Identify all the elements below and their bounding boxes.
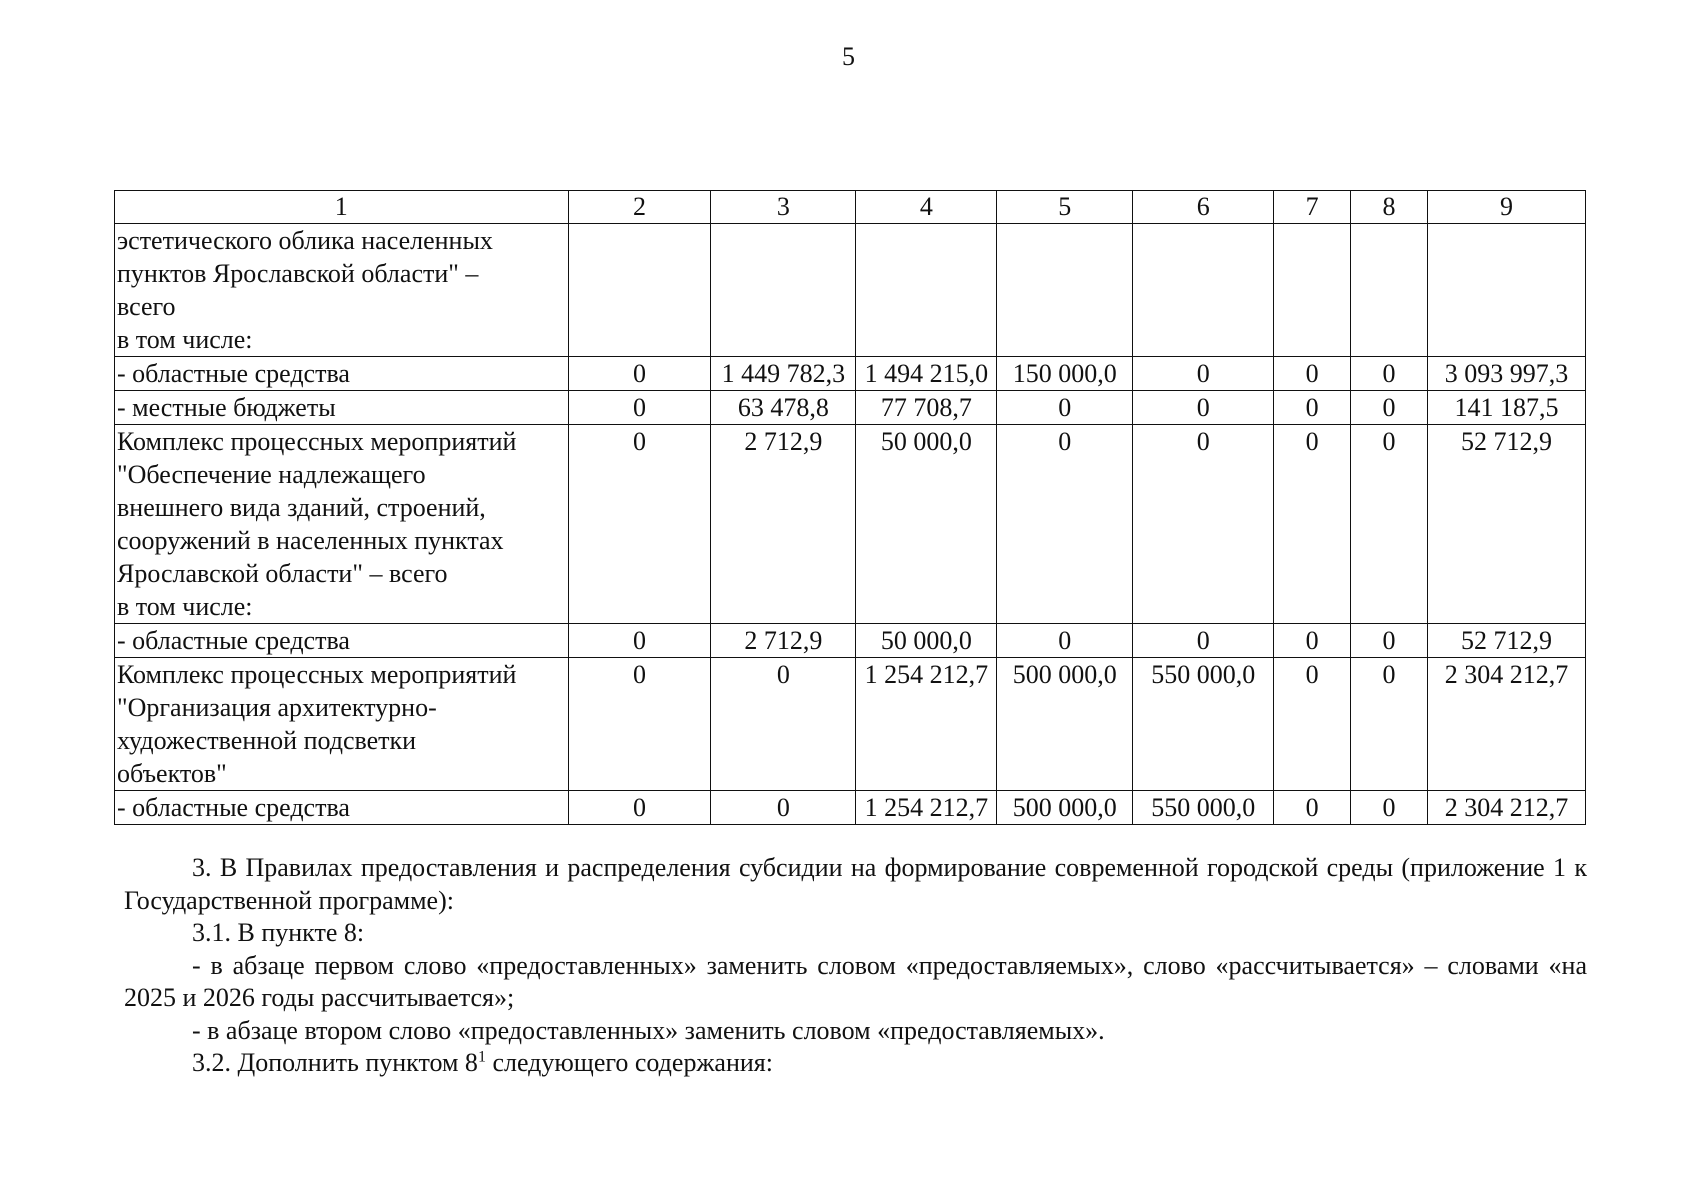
value-cell: 0	[1274, 425, 1351, 624]
superscript-index: 1	[477, 1048, 486, 1066]
row-name-line: Ярославской области" – всего	[117, 559, 448, 588]
value-cell: 0	[711, 658, 856, 791]
value-cell: 0	[1133, 425, 1274, 624]
row-name-line: - областные средства	[117, 359, 350, 388]
value-cell: 0	[568, 425, 711, 624]
column-header: 6	[1133, 191, 1274, 224]
value-cell: 0	[568, 624, 711, 658]
value-cell: 2 304 212,7	[1428, 658, 1586, 791]
value-cell	[997, 224, 1133, 357]
column-header: 7	[1274, 191, 1351, 224]
value-cell: 1 254 212,7	[856, 791, 997, 825]
table-row	[115, 791, 1586, 825]
row-name-line: - областные средства	[117, 626, 350, 655]
row-name-line: объектов"	[117, 759, 227, 788]
table-header-row	[115, 191, 1586, 224]
value-cell	[1133, 224, 1274, 357]
column-header: 4	[856, 191, 997, 224]
column-header: 2	[568, 191, 711, 224]
row-name-cell	[115, 391, 569, 425]
value-cell: 0	[1351, 357, 1428, 391]
column-header: 5	[997, 191, 1133, 224]
value-cell: 0	[1133, 391, 1274, 425]
paragraph-3-2	[124, 1047, 1587, 1080]
table-row	[115, 425, 1586, 624]
row-name-cell	[115, 791, 569, 825]
value-cell: 0	[568, 658, 711, 791]
value-cell: 0	[1351, 624, 1428, 658]
value-cell: 0	[997, 391, 1133, 425]
row-name-line: - местные бюджеты	[117, 393, 336, 422]
value-cell: 63 478,8	[711, 391, 856, 425]
row-name-line: Комплекс процессных мероприятий	[117, 427, 517, 456]
value-cell: 0	[1274, 658, 1351, 791]
column-header: 9	[1428, 191, 1586, 224]
row-name-cell	[115, 425, 569, 624]
value-cell: 0	[1351, 425, 1428, 624]
paragraph-3-1-abz1: - в абзаце первом слово «предоставленных» заменить словом «предоставляемых», слово «рассчитывается» – словами «на 2025 и 2026 годы рассчитывается»;	[124, 950, 1587, 1012]
value-cell: 50 000,0	[856, 425, 997, 624]
value-cell: 52 712,9	[1428, 425, 1586, 624]
body-text	[124, 852, 1587, 1080]
value-cell: 500 000,0	[997, 658, 1133, 791]
table-row	[115, 357, 1586, 391]
paragraph-3-2-text-end: следующего содержания:	[485, 1048, 773, 1077]
value-cell: 77 708,7	[856, 391, 997, 425]
row-name-line: сооружений в населенных пунктах	[117, 526, 504, 555]
row-name-line: "Обеспечение надлежащего	[117, 460, 426, 489]
value-cell: 0	[1351, 791, 1428, 825]
value-cell: 1 254 212,7	[856, 658, 997, 791]
value-cell: 0	[568, 391, 711, 425]
value-cell	[711, 224, 856, 357]
row-name-line: в том числе:	[117, 325, 253, 354]
row-name-line: внешнего вида зданий, строений,	[117, 493, 486, 522]
value-cell: 150 000,0	[997, 357, 1133, 391]
column-header: 3	[711, 191, 856, 224]
value-cell: 0	[1351, 658, 1428, 791]
value-cell: 0	[568, 791, 711, 825]
table-row	[115, 391, 1586, 425]
page-number: 5	[842, 42, 855, 71]
row-name-line: художественной подсветки	[117, 726, 417, 755]
value-cell	[568, 224, 711, 357]
value-cell: 0	[1274, 391, 1351, 425]
row-name-line: пунктов Ярославской области" –	[117, 259, 479, 288]
value-cell: 0	[1133, 624, 1274, 658]
value-cell: 141 187,5	[1428, 391, 1586, 425]
row-name-line: эстетического облика населенных	[117, 226, 493, 255]
value-cell: 0	[568, 357, 711, 391]
paragraph-3: 3. В Правилах предоставления и распределения субсидии на формирование современной городской среды (приложение 1 к Государственной программе):	[124, 853, 1587, 915]
value-cell: 0	[1351, 391, 1428, 425]
value-cell: 1 494 215,0	[856, 357, 997, 391]
value-cell	[1428, 224, 1586, 357]
value-cell: 550 000,0	[1133, 658, 1274, 791]
budget-table	[114, 190, 1586, 825]
value-cell: 0	[997, 425, 1133, 624]
table-row	[115, 624, 1586, 658]
row-name-cell	[115, 658, 569, 791]
value-cell: 500 000,0	[997, 791, 1133, 825]
value-cell: 0	[1133, 357, 1274, 391]
row-name-line: - областные средства	[117, 793, 350, 822]
table-row	[115, 224, 1586, 357]
value-cell	[1274, 224, 1351, 357]
value-cell: 52 712,9	[1428, 624, 1586, 658]
row-name-line: Комплекс процессных мероприятий	[117, 660, 517, 689]
row-name-cell	[115, 624, 569, 658]
value-cell	[856, 224, 997, 357]
value-cell: 2 304 212,7	[1428, 791, 1586, 825]
column-header: 8	[1351, 191, 1428, 224]
value-cell: 550 000,0	[1133, 791, 1274, 825]
column-header: 1	[115, 191, 569, 224]
row-name-cell	[115, 357, 569, 391]
value-cell: 1 449 782,3	[711, 357, 856, 391]
row-name-cell	[115, 224, 569, 357]
value-cell: 50 000,0	[856, 624, 997, 658]
paragraph-3-1-abz2: - в абзаце втором слово «предоставленных» заменить словом «предоставляемых».	[192, 1015, 1105, 1045]
paragraph-3-2-text: 3.2. Дополнить пунктом 8	[192, 1048, 478, 1077]
value-cell: 0	[997, 624, 1133, 658]
value-cell: 2 712,9	[711, 624, 856, 658]
paragraph-3-1: 3.1. В пункте 8:	[192, 918, 365, 947]
value-cell: 3 093 997,3	[1428, 357, 1586, 391]
value-cell: 0	[711, 791, 856, 825]
value-cell: 0	[1274, 624, 1351, 658]
value-cell: 0	[1274, 357, 1351, 391]
row-name-line: в том числе:	[117, 592, 253, 621]
table-row	[115, 658, 1586, 791]
value-cell: 0	[1274, 791, 1351, 825]
row-name-line: всего	[117, 292, 176, 321]
row-name-line: "Организация архитектурно-	[117, 693, 437, 722]
value-cell	[1351, 224, 1428, 357]
value-cell: 2 712,9	[711, 425, 856, 624]
